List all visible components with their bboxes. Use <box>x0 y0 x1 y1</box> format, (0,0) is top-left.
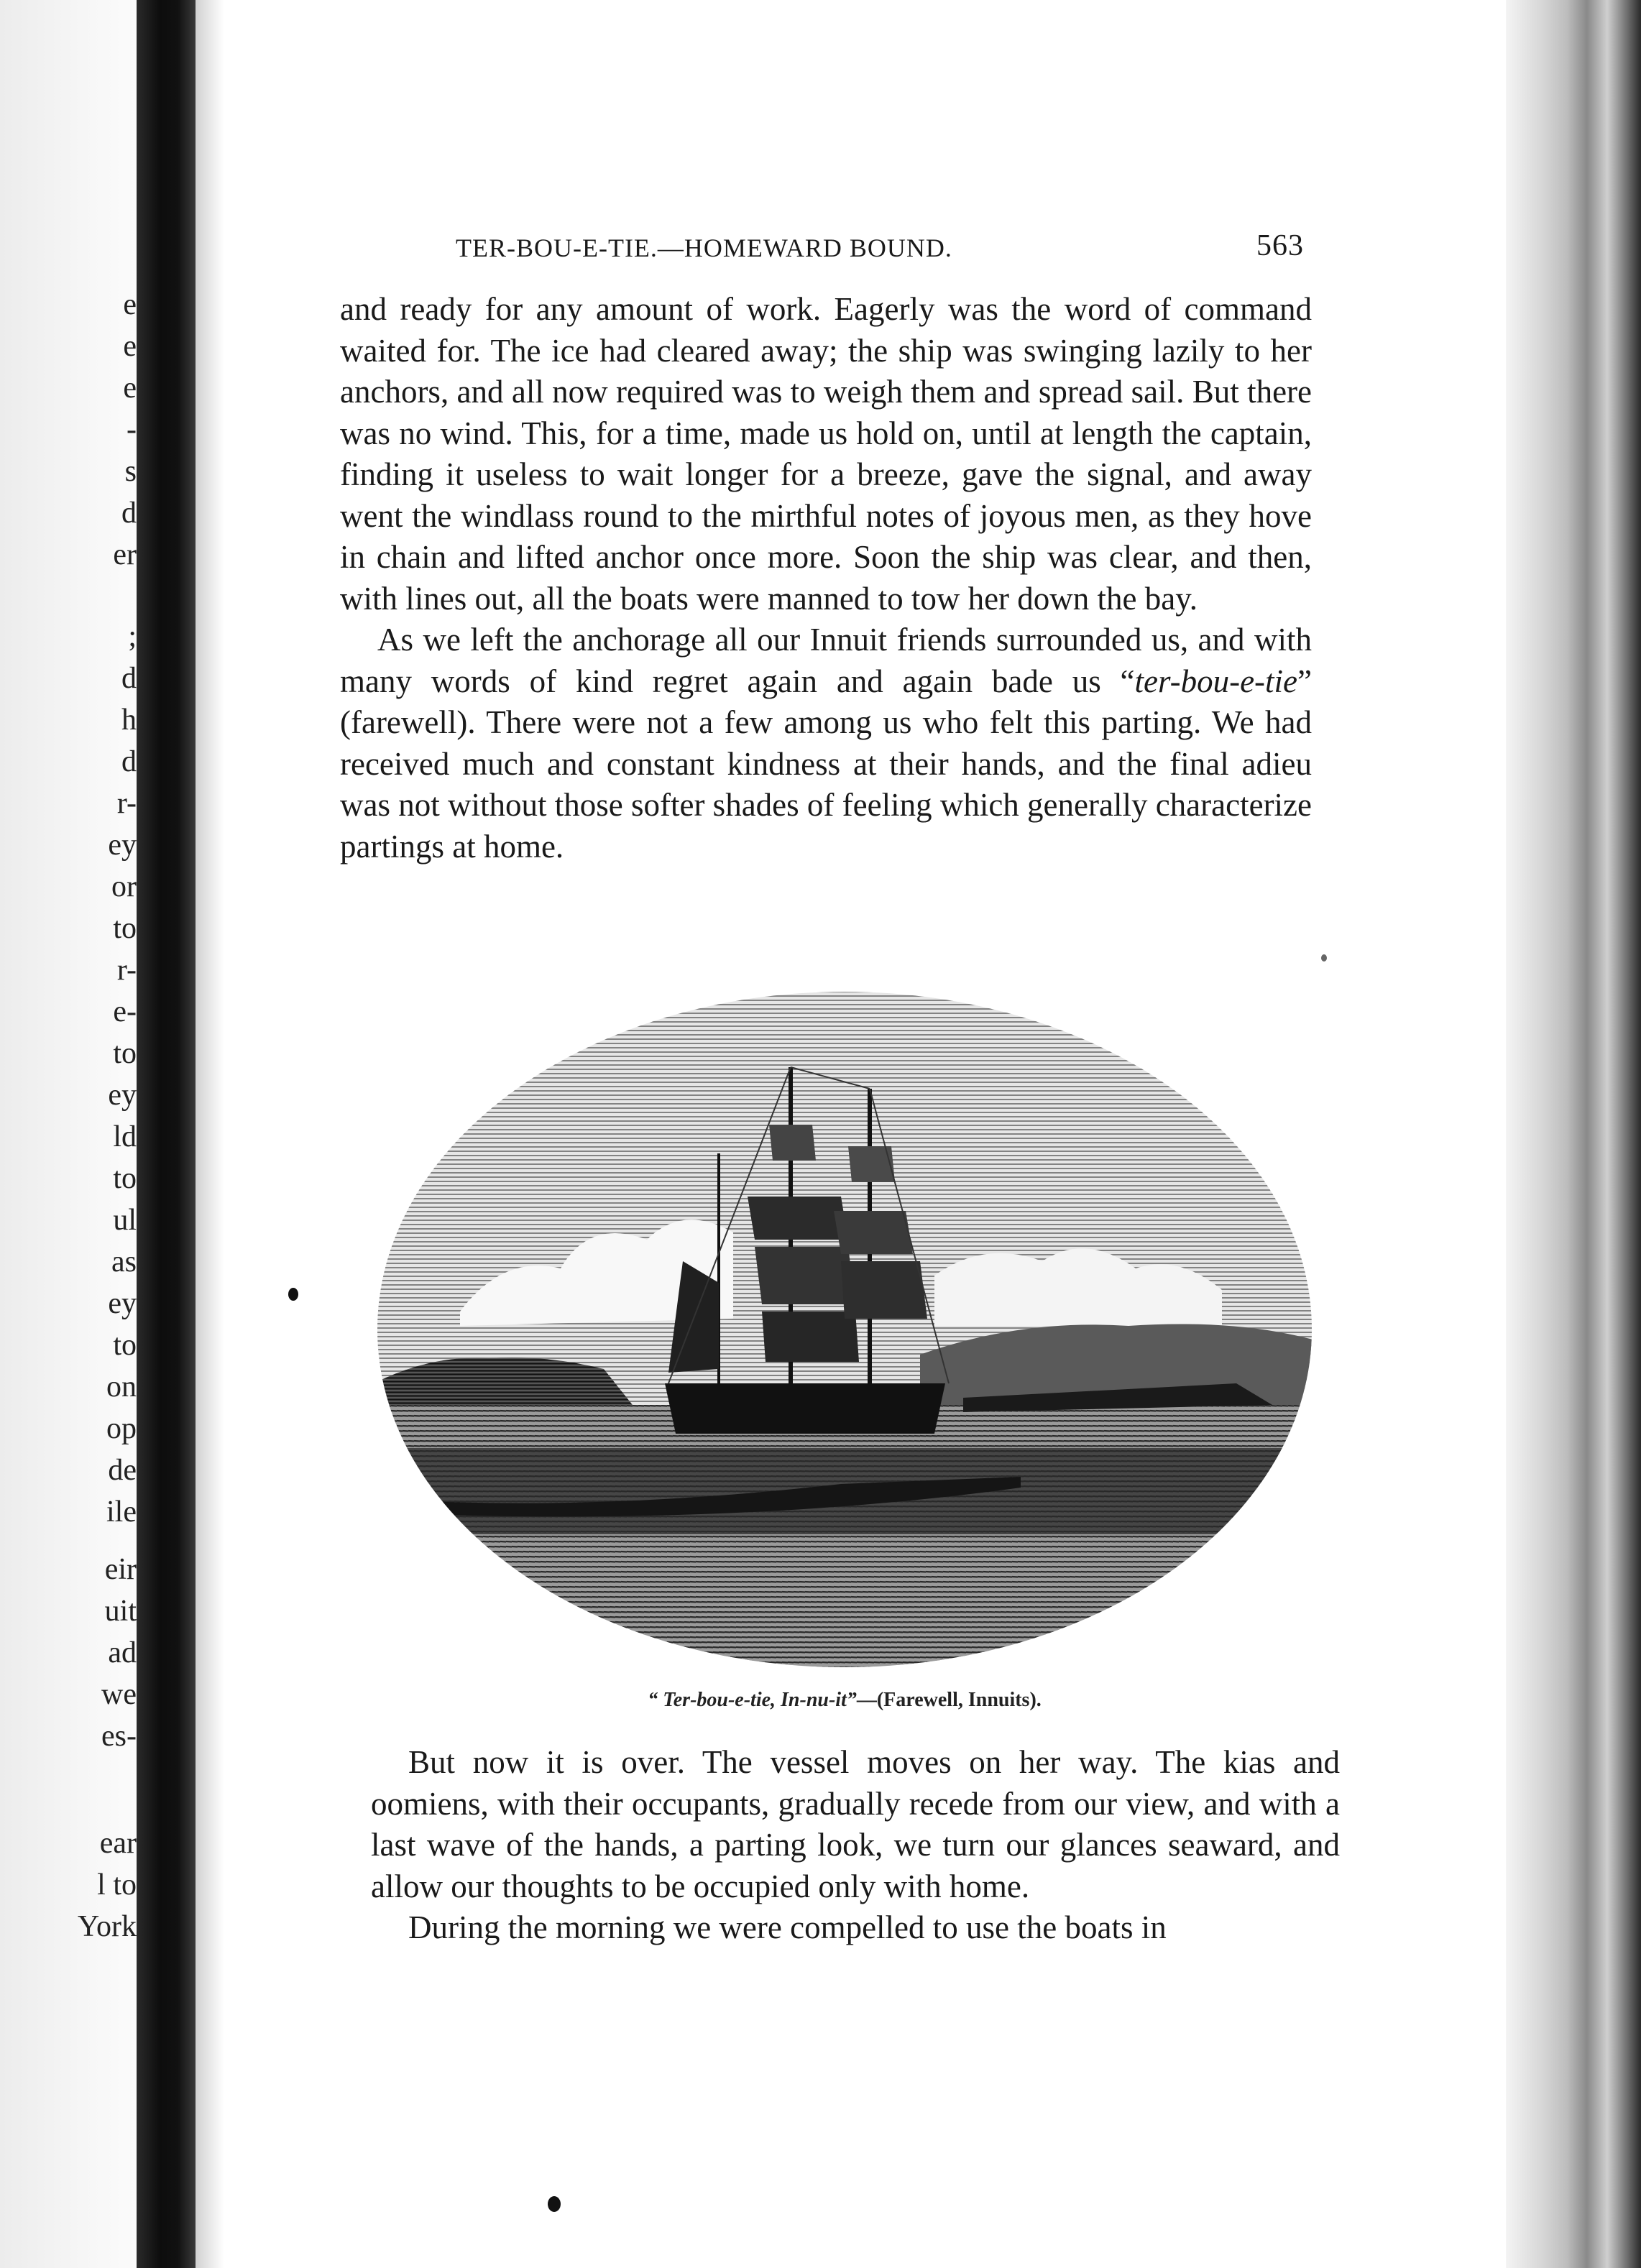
ink-speck <box>1321 954 1327 962</box>
facing-page-line: to <box>113 1329 137 1362</box>
facing-page-line: ey <box>108 829 137 862</box>
facing-page-line: es- <box>101 1720 137 1753</box>
page-number: 563 <box>1256 229 1304 262</box>
facing-page-fragment <box>0 0 137 2268</box>
facing-page-line: or <box>111 870 137 903</box>
facing-page-line: to <box>113 1037 137 1070</box>
gutter-shadow <box>196 0 224 2268</box>
running-header <box>326 229 1304 269</box>
paragraph-2-start: As we left the anchorage all our Innuit friends surrounded us, and with many words of kind regret again and again bade us “ <box>340 622 1312 699</box>
paragraph-2 <box>340 619 1312 867</box>
paragraph-2-end: ” (farewell). There were not a few among us who felt this parting. We had received much and constant kindness at their hands, and the final adieu was not without those softer shades of feeling which generally characterize partings at home. <box>340 663 1312 865</box>
facing-page-line: s <box>124 455 137 488</box>
facing-page-line: eir <box>104 1553 137 1586</box>
facing-page-line: to <box>113 912 137 945</box>
facing-page-line: d <box>121 745 137 778</box>
facing-page-line: d <box>121 662 137 695</box>
running-title: TER-BOU-E-TIE.—HOMEWARD BOUND. <box>456 234 952 262</box>
paragraph-4: During the morning we were compelled to use the boats in <box>408 1909 1167 1945</box>
facing-page-line: we <box>101 1678 137 1711</box>
facing-page-line: as <box>111 1245 137 1278</box>
facing-page-line: r- <box>116 787 137 820</box>
facing-page-line: ld <box>113 1120 137 1153</box>
paragraph-1: and ready for any amount of work. Eagerly was the word of command waited for. The ice had cleared away; the ship was swinging lazily to her anchors, and all now required was to weigh them and spread sail. But there was no wind. This, for a time, made us hold on, until at length the captain, finding it useless to wait longer for a breeze, gave the signal, and away went the windlass round to the mirthful notes of joyous men, as they hove in chain and lifted anchor once more. Soon the ship was clear, and then, with lines out, all the boats were manned to tow her down the bay. <box>340 291 1312 617</box>
body-text-bottom <box>371 1742 1340 1949</box>
paragraph-3: But now it is over. The vessel moves on her way. The kias and oomiens, with their occupants, gradually recede from our view, and with a last wave of the hands, a parting look, we turn our glances seaward, and allow our thoughts to be occupied only with home. <box>371 1744 1340 1904</box>
facing-page-line: de <box>108 1454 137 1487</box>
facing-page-text-4 <box>0 1822 137 1947</box>
ship-engraving <box>374 981 1315 1678</box>
body-text-top <box>340 289 1312 867</box>
facing-page-line: l to <box>97 1868 137 1901</box>
facing-page-line: e- <box>113 995 137 1028</box>
facing-page-line: ey <box>108 1287 137 1320</box>
facing-page-line: ad <box>108 1636 137 1669</box>
facing-page-line: York <box>77 1910 137 1943</box>
facing-page-text-3 <box>0 1549 137 1757</box>
caption-italic: “ Ter-bou-e-tie, In-nu-it” <box>648 1689 857 1711</box>
facing-page-line: er <box>113 538 137 571</box>
facing-page-line: ile <box>106 1495 137 1529</box>
facing-page-line: e <box>123 288 137 321</box>
page-edges <box>1506 0 1641 2268</box>
facing-page-line: on <box>106 1370 137 1403</box>
facing-page-line: ul <box>113 1204 137 1237</box>
facing-page-line: to <box>113 1162 137 1195</box>
facing-page-line: ; <box>128 620 137 653</box>
facing-page-line: e <box>123 330 137 363</box>
ink-speck <box>288 1288 298 1301</box>
facing-page-line: ear <box>99 1827 137 1860</box>
facing-page-line: uit <box>104 1595 137 1628</box>
facing-page-line: r- <box>116 954 137 987</box>
facing-page-line: h <box>121 704 137 737</box>
ink-speck <box>548 2196 561 2212</box>
facing-page-text-2 <box>0 616 137 1533</box>
book-gutter <box>137 0 196 2268</box>
facing-page-text-1 <box>0 284 137 576</box>
farewell-term: ter-bou-e-tie <box>1134 663 1298 699</box>
facing-page-line: ey <box>108 1079 137 1112</box>
facing-page-line: - <box>127 413 137 446</box>
facing-page-line: op <box>106 1412 137 1445</box>
facing-page-line: d <box>121 497 137 530</box>
caption-rest: —(Farewell, Innuits). <box>856 1689 1042 1711</box>
facing-page-line: e <box>123 372 137 405</box>
illustration-caption <box>374 1689 1315 1712</box>
